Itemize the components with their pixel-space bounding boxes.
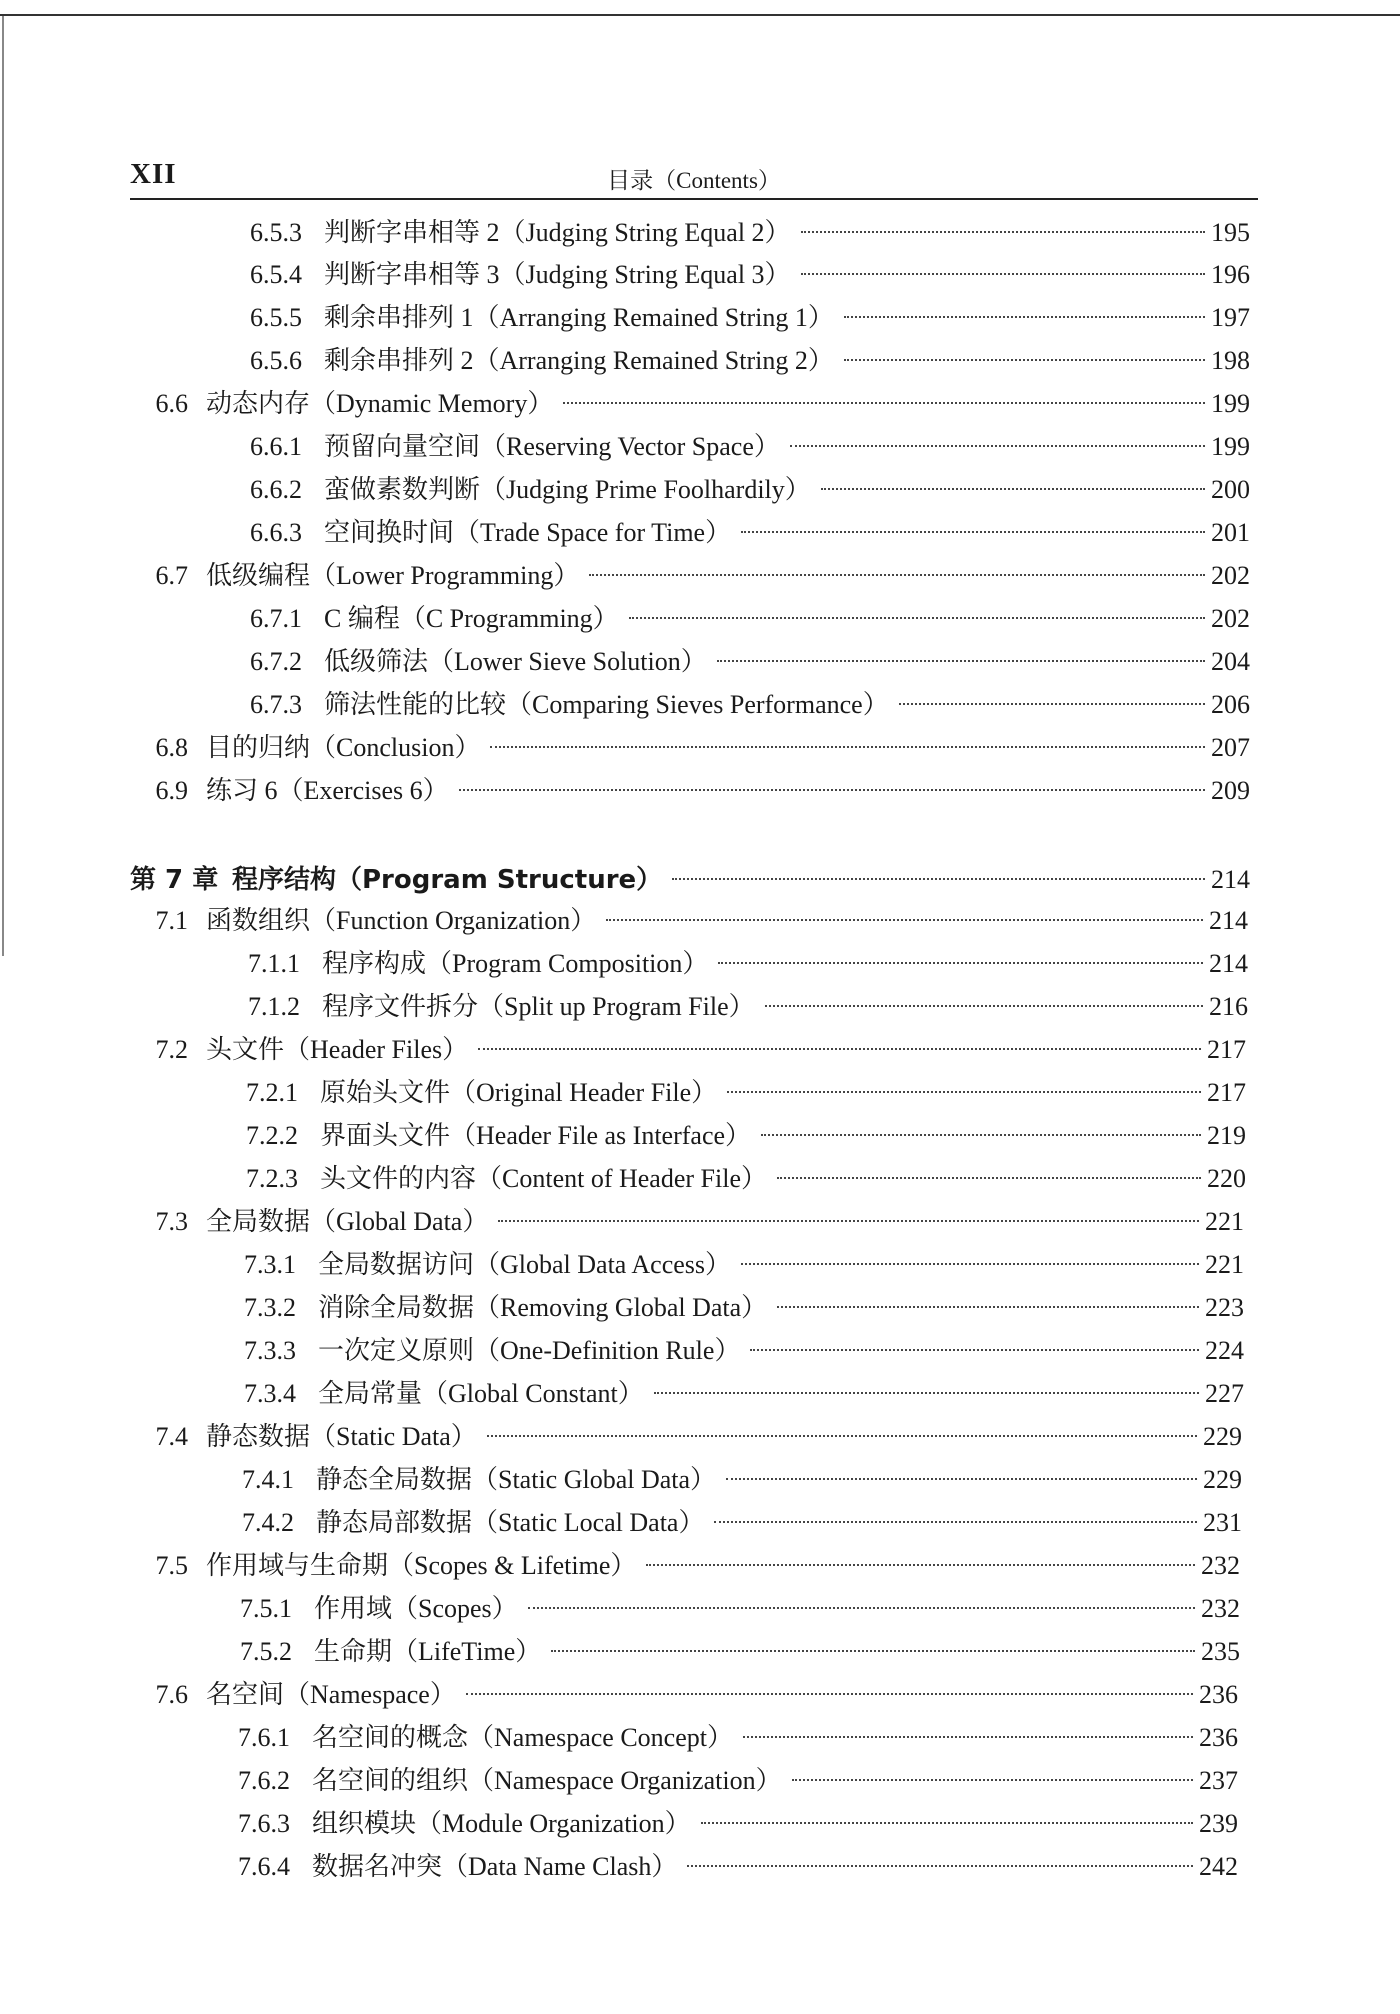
dot-leader	[777, 1177, 1201, 1179]
entry-title: 判断字串相等 3（Judging String Equal 3）	[324, 260, 791, 289]
dot-leader	[528, 1607, 1195, 1609]
entry-title: 作用域（Scopes）	[314, 1594, 518, 1623]
entry-title: 名空间（Namespace）	[206, 1680, 456, 1709]
entry-number: 7.6	[155, 1680, 188, 1709]
entry-number: 7.6.4	[238, 1852, 290, 1881]
entry-page: 235	[1201, 1637, 1240, 1666]
dot-leader	[765, 1005, 1203, 1007]
entry-number: 7.6.3	[238, 1809, 290, 1838]
entry-title: 全局数据（Global Data）	[206, 1207, 489, 1236]
dot-leader	[777, 1306, 1199, 1308]
entry-title: 函数组织（Function Organization）	[206, 906, 597, 935]
entry-page: 221	[1205, 1250, 1244, 1279]
entry-title: 原始头文件（Original Header File）	[320, 1078, 718, 1107]
toc-entry-7-5[interactable]	[130, 1547, 1240, 1585]
dot-leader	[741, 1263, 1199, 1265]
toc-entry-7-5-1[interactable]	[240, 1590, 1240, 1628]
entry-page: 237	[1199, 1766, 1238, 1795]
dot-leader	[761, 1134, 1201, 1136]
entry-page: 232	[1201, 1551, 1240, 1580]
entry-title: 静态数据（Static Data）	[206, 1422, 477, 1451]
toc-entry-7-4-2[interactable]	[242, 1504, 1242, 1542]
entry-title: 练习 6（Exercises 6）	[206, 776, 449, 805]
entry-page: 242	[1199, 1852, 1238, 1881]
entry-title: 全局数据访问（Global Data Access）	[318, 1250, 732, 1279]
toc-entry-7-6-2[interactable]	[238, 1762, 1238, 1800]
toc-entry-7-3-4[interactable]	[244, 1375, 1244, 1413]
dot-leader	[792, 1779, 1193, 1781]
entry-number: 6.6.1	[250, 432, 302, 461]
toc-entry-7-6-1[interactable]	[238, 1719, 1238, 1757]
toc-entry-7-2-1[interactable]	[246, 1074, 1246, 1112]
entry-title: 预留向量空间（Reserving Vector Space）	[324, 432, 780, 461]
entry-page: 231	[1203, 1508, 1242, 1537]
entry-page: 221	[1205, 1207, 1244, 1236]
entry-page: 236	[1199, 1680, 1238, 1709]
dot-leader	[466, 1693, 1193, 1695]
dot-leader	[717, 660, 1205, 662]
entry-title: 低级筛法（Lower Sieve Solution）	[324, 647, 707, 676]
dot-leader	[844, 359, 1205, 361]
toc-chapter-7[interactable]	[130, 861, 1250, 899]
entry-title: 界面头文件（Header File as Interface）	[320, 1121, 752, 1150]
toc-entry-7-6[interactable]	[130, 1676, 1238, 1714]
dot-leader	[654, 1392, 1199, 1394]
entry-title: 生命期（LifeTime）	[314, 1637, 542, 1666]
entry-number: 6.5.5	[250, 303, 302, 332]
entry-number: 6.8	[155, 733, 188, 762]
entry-title: 蛮做素数判断（Judging Prime Foolhardily）	[324, 475, 811, 504]
entry-page: 199	[1211, 432, 1250, 461]
dot-leader	[701, 1822, 1193, 1824]
entry-number: 7.1	[155, 906, 188, 935]
toc-entry-7-1-2[interactable]	[248, 988, 1248, 1026]
entry-title: 程序构成（Program Composition）	[322, 949, 709, 978]
entry-title: 数据名冲突（Data Name Clash）	[312, 1852, 678, 1881]
dot-leader	[714, 1521, 1197, 1523]
entry-page: 209	[1211, 776, 1250, 805]
entry-number: 7.2	[155, 1035, 188, 1064]
toc-entry-7-1[interactable]	[130, 902, 1248, 940]
toc-entry-7-2[interactable]	[130, 1031, 1246, 1069]
entry-page: 201	[1211, 518, 1250, 547]
entry-title: C 编程（C Programming）	[324, 604, 619, 633]
dot-leader	[551, 1650, 1195, 1652]
dot-leader	[718, 962, 1203, 964]
toc-entry-6-6-2[interactable]	[250, 471, 1250, 509]
entry-number: 6.7.1	[250, 604, 302, 633]
entry-page: 207	[1211, 733, 1250, 762]
toc-entry-6-7-1[interactable]	[250, 600, 1250, 638]
dot-leader	[563, 402, 1205, 404]
page-folio: XII	[130, 158, 177, 190]
entry-title: 名空间的概念（Namespace Concept）	[312, 1723, 733, 1752]
toc-entry-7-3-1[interactable]	[244, 1246, 1244, 1284]
entry-page: 198	[1211, 346, 1250, 375]
dot-leader	[899, 703, 1205, 705]
dot-leader	[727, 1091, 1201, 1093]
toc-entry-6-7-3[interactable]	[250, 686, 1250, 724]
entry-title: 判断字串相等 2（Judging String Equal 2）	[324, 218, 791, 247]
dot-leader	[821, 488, 1205, 490]
entry-page: 197	[1211, 303, 1250, 332]
entry-number: 6.5.4	[250, 260, 302, 289]
entry-title: 筛法性能的比较（Comparing Sieves Performance）	[324, 690, 889, 719]
entry-page: 224	[1205, 1336, 1244, 1365]
entry-number: 7.5.1	[240, 1594, 292, 1623]
entry-page: 223	[1205, 1293, 1244, 1322]
toc-entry-6-7[interactable]	[130, 557, 1250, 595]
toc-entry-6-5-4[interactable]	[250, 256, 1250, 294]
entry-number: 7.3.3	[244, 1336, 296, 1365]
entry-title: 头文件的内容（Content of Header File）	[320, 1164, 767, 1193]
dot-leader	[490, 746, 1205, 748]
entry-number: 7.6.1	[238, 1723, 290, 1752]
entry-number: 7.6.2	[238, 1766, 290, 1795]
chapter-title: 程序结构（Program Structure）	[232, 865, 663, 895]
entry-page: 229	[1203, 1465, 1242, 1494]
dot-leader	[726, 1478, 1197, 1480]
dot-leader	[487, 1435, 1197, 1437]
entry-number: 7.3.2	[244, 1293, 296, 1322]
dot-leader	[498, 1220, 1199, 1222]
entry-title: 动态内存（Dynamic Memory）	[206, 389, 554, 418]
top-border-rule	[0, 14, 1400, 16]
dot-leader	[629, 617, 1205, 619]
entry-page: 214	[1209, 949, 1248, 978]
entry-number: 7.3	[155, 1207, 188, 1236]
entry-title: 静态局部数据（Static Local Data）	[316, 1508, 705, 1537]
dot-leader	[801, 231, 1205, 233]
entry-number: 7.5.2	[240, 1637, 292, 1666]
entry-page: 219	[1207, 1121, 1246, 1150]
entry-number: 7.4.2	[242, 1508, 294, 1537]
entry-page: 214	[1211, 865, 1250, 894]
entry-title: 消除全局数据（Removing Global Data）	[318, 1293, 768, 1322]
entry-page: 214	[1209, 906, 1248, 935]
entry-page: 239	[1199, 1809, 1238, 1838]
entry-page: 236	[1199, 1723, 1238, 1752]
toc-entry-6-9[interactable]	[130, 772, 1250, 810]
dot-leader	[672, 878, 1205, 880]
entry-number: 6.6.2	[250, 475, 302, 504]
entry-number: 7.3.4	[244, 1379, 296, 1408]
entry-page: 216	[1209, 992, 1248, 1021]
dot-leader	[743, 1736, 1193, 1738]
toc-entry-7-5-2[interactable]	[240, 1633, 1240, 1671]
toc-entry-6-7-2[interactable]	[250, 643, 1250, 681]
toc-entry-7-2-3[interactable]	[246, 1160, 1246, 1198]
toc-entry-7-6-3[interactable]	[238, 1805, 1238, 1843]
entry-number: 7.2.2	[246, 1121, 298, 1150]
toc-entry-6-6[interactable]	[130, 385, 1250, 423]
entry-title: 剩余串排列 1（Arranging Remained String 1）	[324, 303, 834, 332]
toc-entry-7-6-4[interactable]	[238, 1848, 1238, 1886]
entry-number: 7.5	[155, 1551, 188, 1580]
dot-leader	[687, 1865, 1193, 1867]
entry-number: 6.7	[155, 561, 188, 590]
entry-page: 227	[1205, 1379, 1244, 1408]
toc-entry-7-3[interactable]	[130, 1203, 1244, 1241]
toc-entry-7-4[interactable]	[130, 1418, 1242, 1456]
entry-page: 200	[1211, 475, 1250, 504]
dot-leader	[750, 1349, 1199, 1351]
entry-page: 196	[1211, 260, 1250, 289]
entry-page: 217	[1207, 1035, 1246, 1064]
entry-number: 6.7.3	[250, 690, 302, 719]
page-header	[130, 158, 1258, 200]
toc-entry-6-5-3[interactable]	[250, 214, 1250, 252]
dot-leader	[606, 919, 1203, 921]
entry-page: 202	[1211, 604, 1250, 633]
toc-entry-7-4-1[interactable]	[242, 1461, 1242, 1499]
toc-entry-6-6-1[interactable]	[250, 428, 1250, 466]
entry-number: 7.4	[155, 1422, 188, 1451]
toc-entry-6-5-6[interactable]	[250, 342, 1250, 380]
toc-entry-6-8[interactable]	[130, 729, 1250, 767]
toc-entry-7-3-3[interactable]	[244, 1332, 1244, 1370]
dot-leader	[741, 531, 1205, 533]
left-page-edge	[2, 16, 4, 956]
toc-entry-6-6-3[interactable]	[250, 514, 1250, 552]
entry-number: 7.4.1	[242, 1465, 294, 1494]
dot-leader	[646, 1564, 1195, 1566]
entry-title: 头文件（Header Files）	[206, 1035, 469, 1064]
entry-title: 程序文件拆分（Split up Program File）	[322, 992, 755, 1021]
entry-number: 6.9	[155, 776, 188, 805]
entry-page: 220	[1207, 1164, 1246, 1193]
entry-page: 202	[1211, 561, 1250, 590]
dot-leader	[801, 273, 1205, 275]
entry-title: 低级编程（Lower Programming）	[206, 561, 580, 590]
entry-number: 7.2.3	[246, 1164, 298, 1193]
entry-title: 作用域与生命期（Scopes & Lifetime）	[206, 1551, 637, 1580]
toc-entry-7-2-2[interactable]	[246, 1117, 1246, 1155]
entry-number: 6.5.6	[250, 346, 302, 375]
entry-page: 199	[1211, 389, 1250, 418]
entry-number: 7.3.1	[244, 1250, 296, 1279]
entry-title: 名空间的组织（Namespace Organization）	[312, 1766, 782, 1795]
entry-page: 206	[1211, 690, 1250, 719]
entry-page: 232	[1201, 1594, 1240, 1623]
toc-entry-6-5-5[interactable]	[250, 299, 1250, 337]
dot-leader	[589, 574, 1205, 576]
entry-title: 组织模块（Module Organization）	[312, 1809, 691, 1838]
entry-page: 229	[1203, 1422, 1242, 1451]
dot-leader	[478, 1048, 1201, 1050]
entry-page: 204	[1211, 647, 1250, 676]
entry-title: 剩余串排列 2（Arranging Remained String 2）	[324, 346, 834, 375]
entry-number: 7.1.1	[248, 949, 300, 978]
entry-title: 静态全局数据（Static Global Data）	[316, 1465, 717, 1494]
dot-leader	[459, 789, 1205, 791]
entry-title: 目的归纳（Conclusion）	[206, 733, 481, 762]
entry-number: 6.6	[155, 389, 188, 418]
entry-page: 217	[1207, 1078, 1246, 1107]
toc-entry-7-3-2[interactable]	[244, 1289, 1244, 1327]
entry-number: 7.1.2	[248, 992, 300, 1021]
entry-title: 一次定义原则（One-Definition Rule）	[318, 1336, 741, 1365]
dot-leader	[844, 316, 1205, 318]
toc-entry-7-1-1[interactable]	[248, 945, 1248, 983]
entry-number: 6.5.3	[250, 218, 302, 247]
entry-number: 6.7.2	[250, 647, 302, 676]
entry-title: 全局常量（Global Constant）	[318, 1379, 644, 1408]
chapter-number: 第 7 章	[130, 865, 219, 895]
entry-title: 空间换时间（Trade Space for Time）	[324, 518, 732, 547]
entry-number: 6.6.3	[250, 518, 302, 547]
running-title: 目录（Contents）	[607, 168, 781, 193]
entry-page: 195	[1211, 218, 1250, 247]
dot-leader	[790, 445, 1205, 447]
entry-number: 7.2.1	[246, 1078, 298, 1107]
